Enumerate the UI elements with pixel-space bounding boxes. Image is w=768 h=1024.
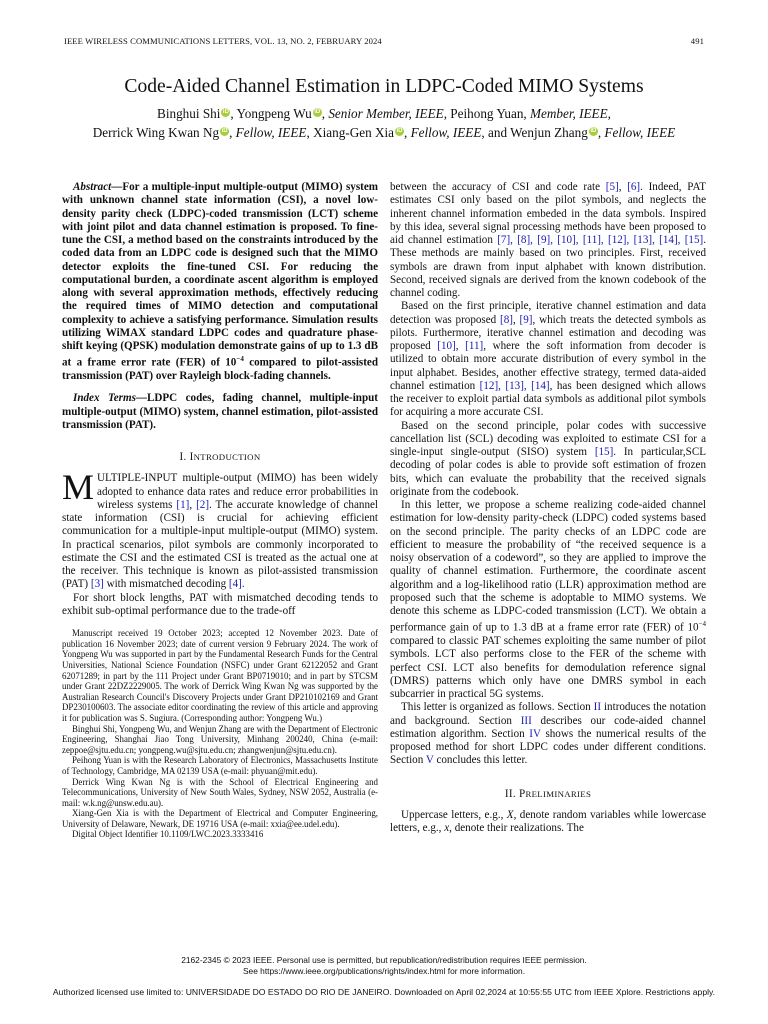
citation-link[interactable]: [2] [196,498,210,511]
text-run: , has been designed which allows the receiver to exploit partial data symbols as additional pilot symbols for acquiring a more accurate CSI. [390,379,707,419]
author-name: Yongpeng Wu [236,106,312,121]
paragraph [390,499,706,701]
text-run: . The accurate knowledge of channel state information (CSI) is crucial for achieving efficient communication for a multiple-input multiple-output (MIMO) system. In practical scenarios, pilot symbols are commonly incorporated to estimate the CSI and the estimated CSI is treated as the actual one at the receiver. This technique is known as pilot-assisted transmission (PAT) [62,498,378,591]
orcid-icon[interactable]: iD [396,128,403,134]
text-run: compared to classic PAT schemes exploiting the same number of pilot symbols. LCT also performs close to the FER of the scheme with perfect CSI. LCT also benefits for demodulation reference signal (DMRS) patterns which only have one DMRS symbol in each subcarrier in practical 5G systems. [390,635,706,701]
text-run: between the accuracy of CSI and code rate [390,181,606,193]
section-link[interactable]: IV [529,727,541,740]
section-title: RELIMINARIES [525,788,592,799]
author-role: Fellow, IEEE [235,125,307,140]
author-role: Senior Member, IEEE [328,106,444,121]
author-name: Xiang-Gen Xia [313,125,395,140]
text-run: shows the numerical results of the proposed method for short LDPC codes under different conditions. Section [390,727,706,767]
text-run: . These methods are mainly based on two principles. First, received symbols are drawn from input alphabet with known distribution. Second, received signals are derived from the known codebook of the channel coding. [390,234,706,299]
section-heading-introduction [62,451,378,464]
text-run: concludes this letter. [433,754,528,767]
section-number: II. P [504,787,526,800]
text-run: . In particular,SCL decoding of polar codes is able to provide soft estimation of frozen bits, which can evaluate the probability that the received signals originate from the codebook. [390,446,706,498]
text-run: . [241,578,245,591]
citation-link[interactable]: [5] [605,181,619,193]
text-run: , denote their realizations. The [449,822,584,835]
paragraph [390,701,706,767]
section-title: NTRODUCTION [193,452,261,463]
paragraph [390,420,706,500]
citation-link[interactable]: [12], [13], [14] [479,379,550,392]
left-column [62,181,378,840]
citation-link[interactable]: [4] [228,578,242,591]
footnote-doi: Digital Object Identifier 10.1109/LWC.2023.3333416 [72,829,264,840]
abstract [62,181,378,383]
section-heading-preliminaries [390,788,706,801]
text-run: with mismatched decoding [103,578,229,591]
copyright-line: See https://www.ieee.org/publications/rights/index.html for more information. [242,966,526,976]
citation-link[interactable]: [9] [519,313,533,326]
footnote-affiliation: Derrick Wing Kwan Ng is with the School of Electrical Engineering and Telecommunications, University of New South Wales, Sydney, NSW 2052, Australia (e-mail: w.k.ng@unsw.edu.au). [62,776,378,808]
right-column [390,181,706,835]
orcid-icon[interactable]: iD [222,109,229,115]
intro-paragraph-2: For short block lengths, PAT with mismatched decoding tends to exhibit sub-optimal performance due to the trade-off [62,591,378,617]
citation-link[interactable]: [3] [90,578,104,591]
citation-link[interactable]: [15] [594,446,614,458]
copyright-line: 2162-2345 © 2023 IEEE. Personal use is permitted, but republication/redistribution requires IEEE permission. [181,955,587,965]
journal-name: IEEE WIRELESS COMMUNICATIONS LETTERS, VOL. 13, NO. 2, FEBRUARY 2024 [64,36,382,46]
text-run: Based on the first principle, iterative channel estimation and data detection was proposed [390,300,706,326]
math-symbol: x [444,822,450,835]
citation-link[interactable]: [6] [627,181,641,193]
index-terms-lead: Index Terms [73,392,136,405]
text-run: In this letter, we propose a scheme realizing code-aided channel estimation for low-density parity-check (LDPC) coded systems based on the second principle. The parity checks of an LDPC code are efficient to measure the probability of “the received sequence is a noisy observation of a codeword”, so they are applied to improve the quality of channel estimation. Furthermore, the coordinate ascent algorithm and a log-likelihood ratio (LLR) approximation method are proposed such that the scheme is adoptable to MIMO systems. We denote this scheme as LDPC-coded transmission (LCT). We obtain a performance gain of up to 1.3 dB at a frame error rate (FER) of 10 [390,499,706,634]
drop-cap: M [62,467,95,508]
math-symbol: X [506,808,514,821]
text-run: , denote random variables while lowercase letters, e.g., [390,808,706,835]
author-conjunction: and [488,125,508,140]
footnote-affiliation: Binghui Shi, Yongpeng Wu, and Wenjun Zhang are with the Department of Electronic Engineering, Shanghai Jiao Tong University, Minhang 200240, China (e-mail: zeppoe@sjtu.edu.cn; yongpeng.wu@sjtu.edu.cn; zhangwenjun@sjtu.edu.cn). [62,723,378,755]
abstract-text: —For a multiple-input multiple-output (MIMO) system with unknown channel state information (CSI), a novel low-density parity check (LDPC)-coded transmission (LCT) scheme with joint pilot and data channel estimation is proposed. To fine-tune the CSI, a method based on the constraints introduced by the coded data from an LDPC code is designed such that the MIMO detector exploits the fine-tuned CSI. For reducing the computational burden, a coordinate ascent algorithm is employed along with several approximation methods, effectively reducing the required times of MIMO detection and computational complexity to achieve a satisfying performance. Simulation results utilizing WiMAX standard LDPC codes and quadrature phase-shift keying (QPSK) modulation demonstrate gains of up to 1.3 dB at a frame error rate (FER) of 10 [62,181,378,369]
index-terms [62,392,378,432]
paragraph: Based on the first principle, iterative channel estimation and data detection was proposed [8], [9], which treats the detected symbols as pilots. Furthermore, iterative channel estimation and decoding was proposed [10], [11], where the soft information from decoder is utilized to obtain more accurate distribution of every symbol in the input alphabet. Besides, another effective strategy, termed data-aided channel estimation [12], [13], [14], has been designed which allows the receiver to exploit partial data symbols as additional pilot symbols for acquiring a more accurate CSI. [390,300,707,419]
footnote-manuscript: Manuscript received 19 October 2023; accepted 12 November 2023. Date of publication 16 November 2023; date of current version 9 February 2024. The work of Yongpeng Wu was supported in part by the Fundamental Research Funds for the Central Universities, National Science Foundation (NSFC) under Grant 62122052 and Grant 62071289; in part by the 111 Project under Grant BP0719010; and in part by STCSM under Grant 22DZ2229005. The work of Derrick Wing Kwan Ng was supported by the Australian Research Council's Discovery Projects under Grant DP210102169 and Grant DP230100603. The associate editor coordinating the review of this article and approving it for publication was S. Sugiura. (Corresponding author: Yongpeng Wu.) [62,628,378,723]
citation-link[interactable]: [11] [465,340,484,352]
footnote-affiliation: Peihong Yuan is with the Research Laboratory of Electronics, Massachusetts Institute of Technology, Cambridge, MA 02139 USA (e-mail: phyuan@mit.edu). [62,755,378,776]
orcid-icon[interactable]: iD [590,128,597,134]
section-link[interactable]: V [425,754,434,767]
text-run: Uppercase letters, e.g., [401,808,507,821]
text-run: This letter is organized as follows. Section [401,701,594,714]
section-number: I. I [179,451,194,464]
intro-paragraph-1: MULTIPLE-INPUT multiple-output (MIMO) has been widely adopted to enhance data rates and reduce error probabilities in wireless systems [1], [2]. The accurate knowledge of channel state information (CSI) is crucial for achieving efficient communication for a multiple-input multiple-output (MIMO) system. In practical scenarios, pilot symbols are commonly incorporated to estimate the CSI and the estimated CSI is treated as the actual one at the receiver. This technique is known as pilot-assisted transmission (PAT) [3] with mismatched decoding [4]. [62,467,378,591]
author-name: Wenjun Zhang [510,125,588,140]
author-role: Fellow, IEEE [410,125,482,140]
page-number: 491 [690,36,704,46]
text-run: . Indeed, PAT estimates CSI only based on the pilot symbols, and neglects the inherent channel information embeded in the data symbols. Inspired by this idea, several signal processing methods have been proposed to aid channel estimation [390,181,706,246]
abstract-lead: Abstract [73,181,112,193]
author-name: Binghui Shi [157,106,221,121]
paragraph [390,809,706,836]
abstract-exponent: −4 [236,355,244,364]
index-terms-text: —LDPC codes, fading channel, multiple-input multiple-output (MIMO) system, channel estimation, pilot-assisted transmission (PAT). [62,392,378,431]
text-run: describes our code-aided channel estimation algorithm. Section [390,714,706,740]
text-run: ULTIPLE-INPUT multiple-output (MIMO) has been widely adopted to enhance data rates and reduce error probabilities in wireless systems [97,472,378,511]
running-header [64,36,704,46]
citation-link[interactable]: [1] [176,498,190,511]
paper-title: Code-Aided Channel Estimation in LDPC-Coded MIMO Systems [124,76,644,97]
text-run: , which treats the detected symbols as pilots. Furthermore, iterative channel estimation and decoding was proposed [390,313,706,352]
license-notice: Authorized licensed use limited to: UNIVERSIDADE DO ESTADO DO RIO DE JANEIRO. Downloaded on April 02,2024 at 10:55:55 UTC from IEEE Xplore. Restrictions apply. [52,987,716,997]
author-role: Fellow, IEEE [604,125,676,140]
author-list: Binghui Shi iD , Yongpeng Wu iD , Senior Member, IEEE, Peihong Yuan, Member, IEEE, Derrick Wing Kwan Ng iD , Fellow, IEEE, Xiang-Gen Xia iD , Fellow, IEEE, and Wenjun Zhang iD , Fellow, IEEE [92,106,676,140]
text-run: , where the soft information from decoder is utilized to obtain more accurate distribution of every symbol in the input alphabet. Besides, another effective strategy, termed data-aided channel estimation [390,340,706,392]
paragraph: between the accuracy of CSI and code rate [5], [6]. Indeed, PAT estimates CSI only based on the pilot symbols, and neglects the inherent channel information embeded in the data symbols. Inspired by this idea, several signal processing methods have been proposed to aid channel estimation [7], [8], [9], [10], [11], [12], [13], [14], [15]. These methods are mainly based on two principles. First, received symbols are drawn from input alphabet with known distribution. Second, received signals are derived from the known codebook of the channel coding. [390,181,706,299]
text-run: introduces the notation and background. Section [390,701,706,727]
text-run: Based on the second principle, polar codes with successive cancellation list (SCL) decoding was exploited to estimate CSI for a single-input single-output (SISO) system [390,419,706,458]
orcid-icon[interactable]: iD [314,109,321,115]
citation-link[interactable]: [7], [8], [9], [10], [11], [12], [13], [14], [15] [497,234,704,246]
footnotes [62,628,378,840]
section-link[interactable]: III [520,714,532,727]
citation-link[interactable]: [8] [500,313,513,326]
author-role: Member, IEEE, [530,106,611,121]
orcid-icon[interactable]: iD [221,128,228,134]
section-link[interactable]: II [593,701,602,714]
copyright-notice [0,955,768,977]
citation-link[interactable]: [10] [437,340,456,352]
abstract-tail: compared to pilot-assisted transmission (PAT) over Rayleigh block-fading channels. [62,356,379,383]
author-name: Derrick Wing Kwan Ng [92,125,220,140]
footnote-affiliation: Xiang-Gen Xia is with the Department of Electrical and Computer Engineering, University of Delaware, Newark, DE 19716 USA (e-mail: xxia@ee.udel.edu). [62,808,378,829]
exponent: −4 [698,620,706,629]
author-name: Peihong Yuan [450,106,524,121]
